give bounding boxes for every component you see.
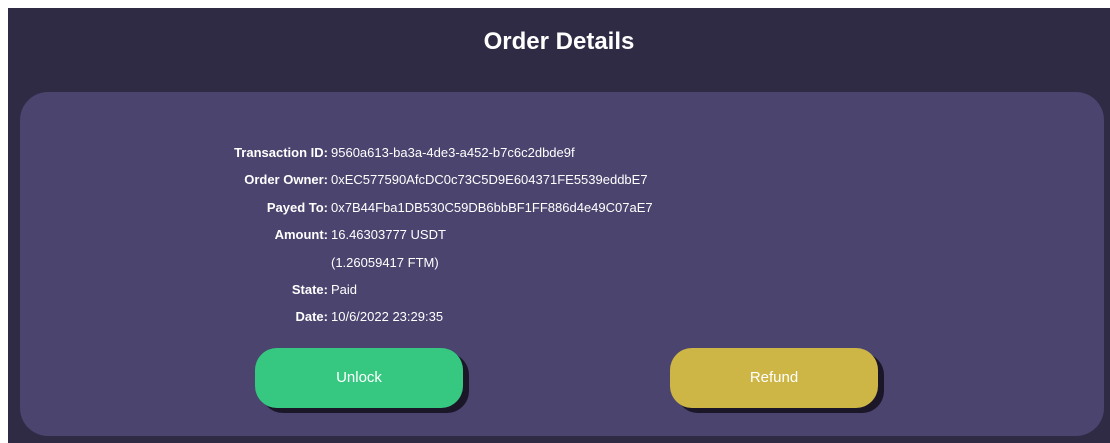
amount-label: Amount: bbox=[274, 227, 328, 243]
order-details-card bbox=[20, 92, 1104, 436]
app-frame bbox=[8, 8, 1110, 443]
detail-row-date bbox=[20, 308, 1104, 335]
state-value: Paid bbox=[331, 281, 358, 297]
order-owner-value: 0xEC577590AfcDC0c73C5D9E604371FE5539eddbE7 bbox=[331, 172, 648, 188]
unlock-button[interactable]: Unlock bbox=[255, 348, 463, 408]
detail-row-state bbox=[20, 281, 1104, 308]
date-value: 10/6/2022 23:29:35 bbox=[331, 309, 444, 325]
page-title: Order Details bbox=[483, 28, 635, 55]
payed-to-value: 0x7B44Fba1DB530C59DB6bbBF1FF886d4e49C07aE7 bbox=[331, 199, 653, 215]
refund-button[interactable]: Refund bbox=[670, 348, 878, 408]
detail-row-amount bbox=[20, 226, 1104, 253]
details-list bbox=[20, 144, 1104, 336]
detail-row-transaction-id bbox=[20, 144, 1104, 171]
transaction-id-value: 9560a613-ba3a-4de3-a452-b7c6c2dbde9f bbox=[331, 145, 575, 160]
date-label: Date: bbox=[295, 309, 328, 325]
amount-value: 16.46303777 USDT bbox=[331, 227, 446, 243]
detail-row-payed-to bbox=[20, 199, 1104, 226]
detail-row-amount-alt bbox=[20, 254, 1104, 281]
state-label: State: bbox=[291, 281, 328, 297]
order-owner-label: Order Owner: bbox=[244, 172, 328, 188]
amount-alt-value: (1.26059417 FTM) bbox=[331, 254, 439, 270]
transaction-id-label: Transaction ID: bbox=[234, 145, 328, 160]
payed-to-label: Payed To: bbox=[266, 199, 328, 215]
detail-row-order-owner bbox=[20, 171, 1104, 198]
